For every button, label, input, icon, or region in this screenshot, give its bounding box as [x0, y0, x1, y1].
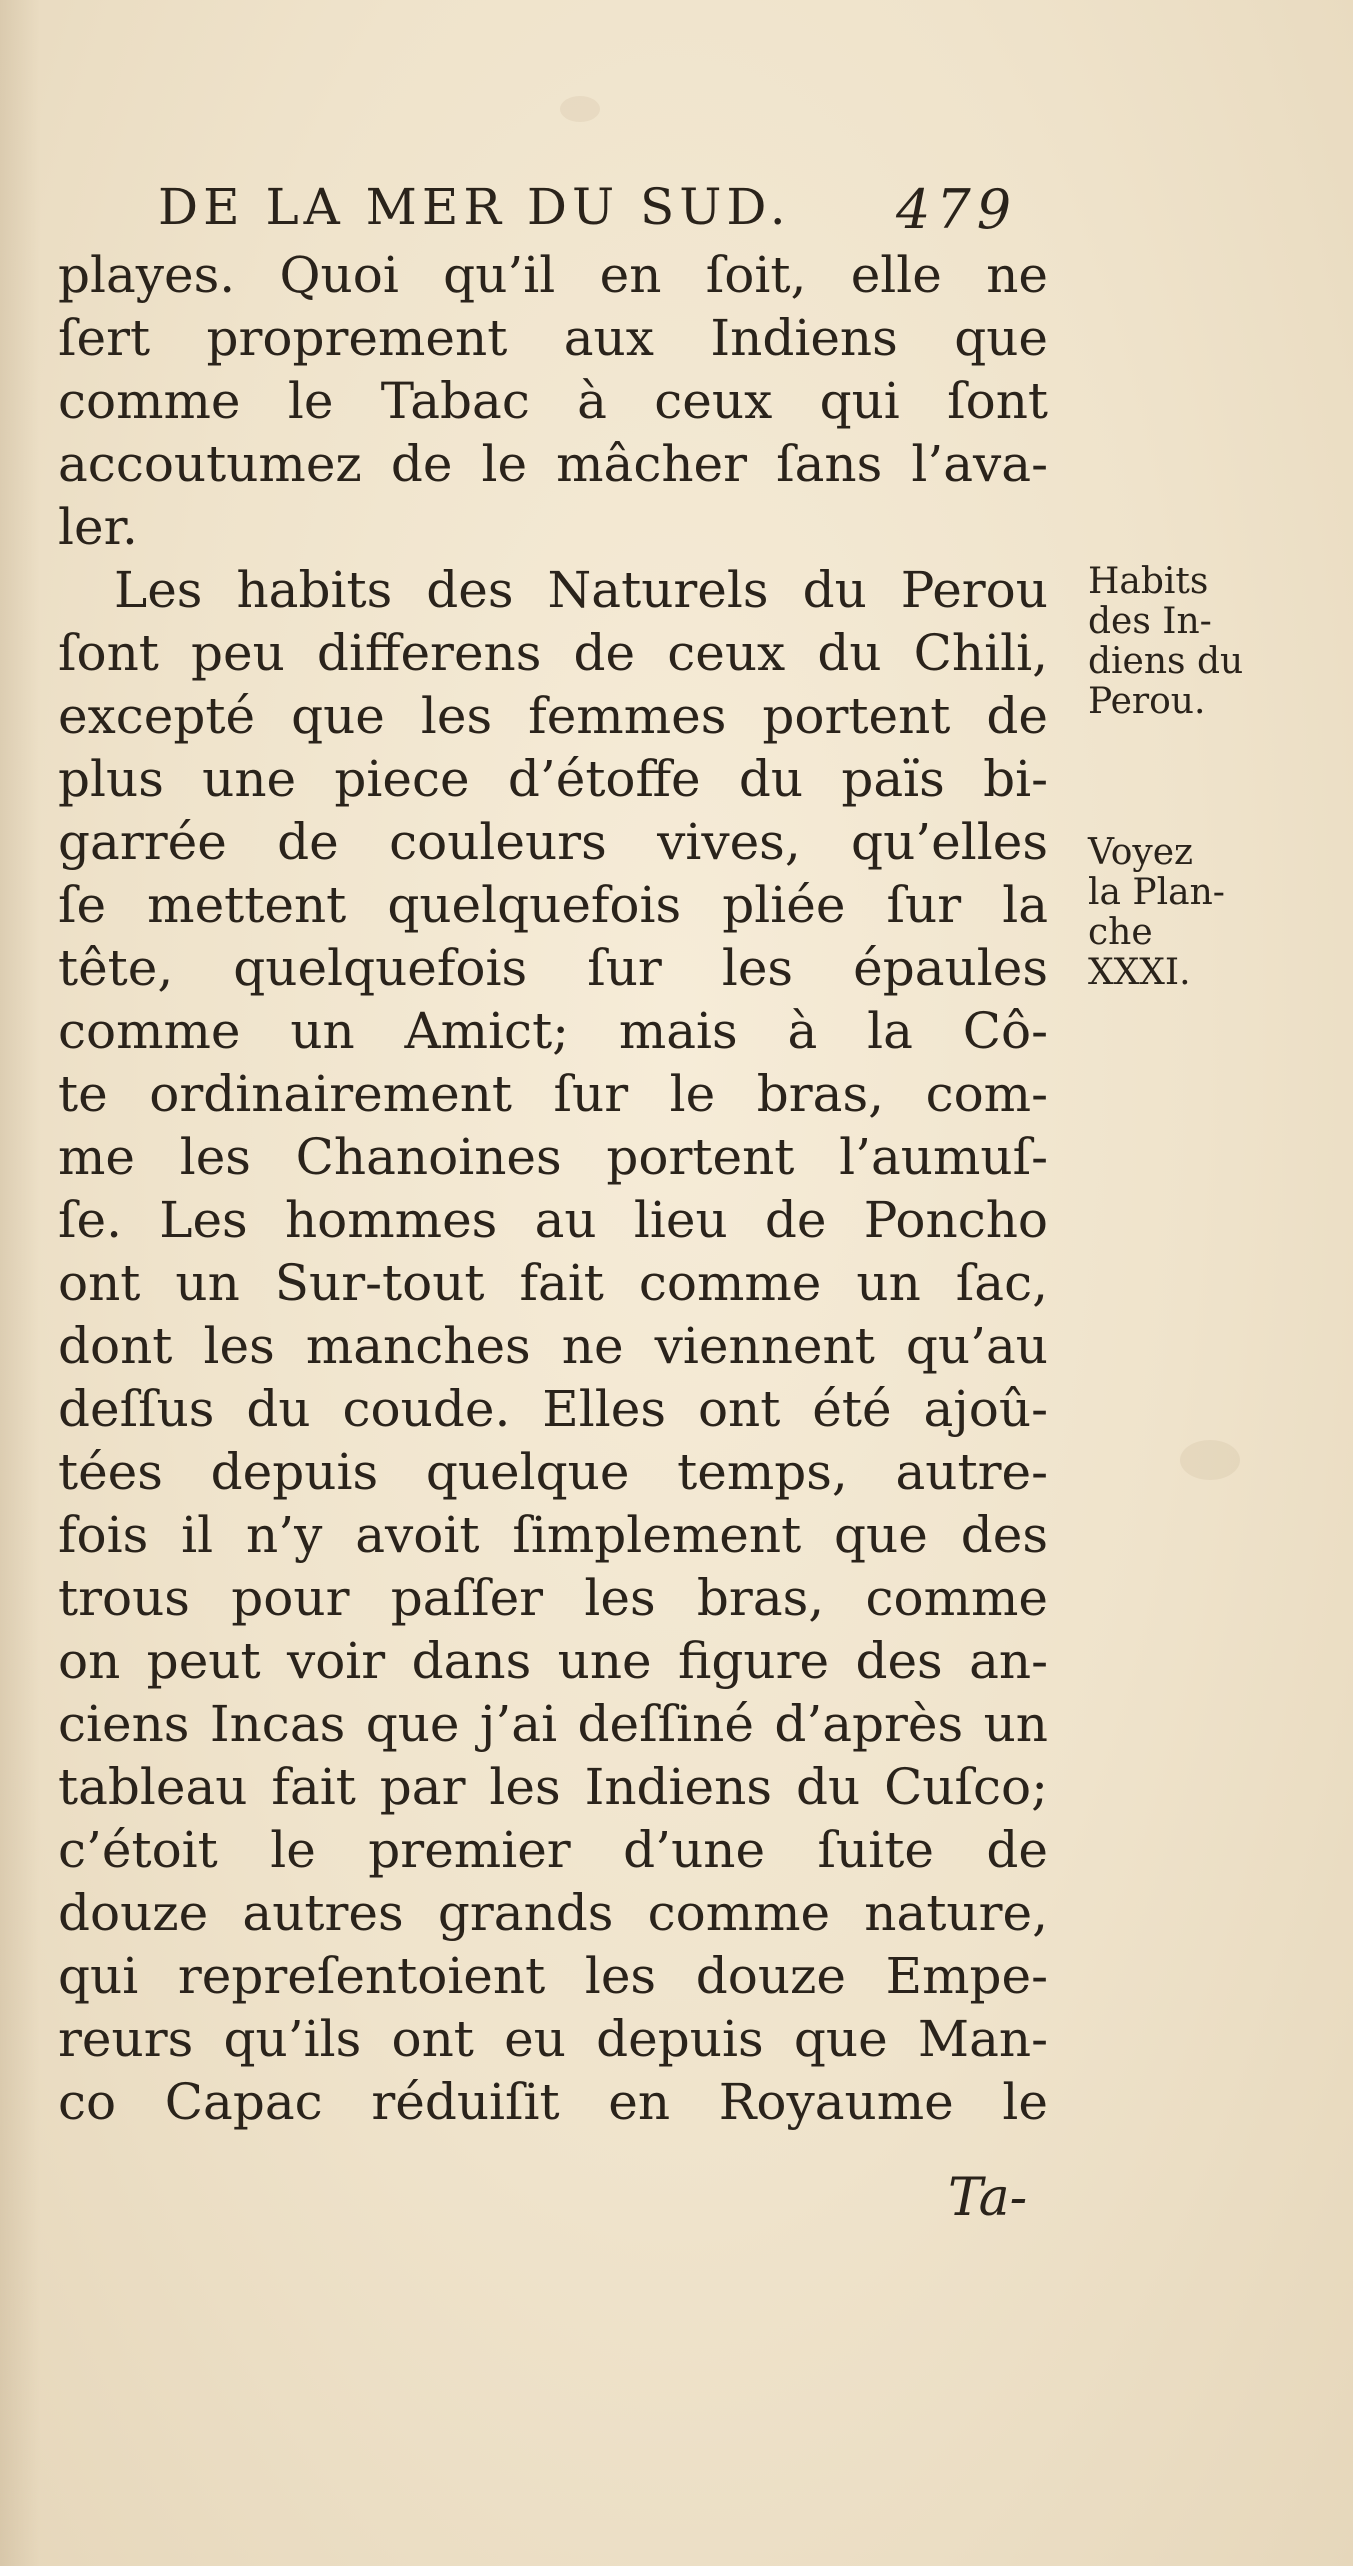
page-number: 479 [896, 178, 1018, 241]
text-line: trous pour paſſer les bras, comme [58, 1569, 1048, 1627]
text-line: deſſus du coude. Elles ont été ajoû- [58, 1380, 1048, 1438]
text-line: ont un Sur-tout fait comme un ſac, [58, 1254, 1048, 1312]
text-line: qui repreſentoient les douze Empe- [58, 1947, 1048, 2005]
margin-note-voyez [1088, 833, 1225, 993]
text-line: tableau fait par les Indiens du Cuſco; [58, 1758, 1048, 1816]
text-line: te ordinairement ſur le bras, com- [58, 1065, 1048, 1123]
running-header [158, 178, 1038, 248]
paper-stain [1180, 1440, 1240, 1480]
text-line: playes. Quoi qu’il en ſoit, elle ne [58, 246, 1048, 304]
text-line: comme le Tabac à ceux qui ſont [58, 372, 1048, 430]
text-line: dont les manches ne viennent qu’au [58, 1317, 1048, 1375]
text-line: c’étoit le premier d’une ſuite de [58, 1821, 1048, 1879]
text-line: excepté que les femmes portent de [58, 687, 1048, 745]
text-line: co Capac réduiſit en Royaume le [58, 2073, 1048, 2131]
text-line: ler. [58, 498, 138, 556]
catchword: Ta- [948, 2168, 1028, 2228]
text-line: comme un Amict; mais à la Cô- [58, 1002, 1048, 1060]
text-line: ſe mettent quelquefois pliée ſur la [58, 876, 1048, 934]
text-line: ſe. Les hommes au lieu de Poncho [58, 1191, 1048, 1249]
text-line: ciens Incas que j’ai deſſiné d’après un [58, 1695, 1048, 1753]
text-line: garrée de couleurs vives, qu’elles [58, 813, 1048, 871]
text-line: tées depuis quelque temps, autre- [58, 1443, 1048, 1501]
margin-note-line: Habits [1088, 561, 1209, 602]
text-line: tête, quelquefois ſur les épaules [58, 939, 1048, 997]
running-title: DE LA MER DU SUD. [158, 178, 791, 236]
text-line: ſont peu differens de ceux du Chili, [58, 624, 1048, 682]
margin-note-line: diens du [1088, 641, 1244, 682]
margin-note-line: Voyez [1088, 832, 1193, 873]
text-line: fois il n’y avoit ſimplement que des [58, 1506, 1048, 1564]
text-line: me les Chanoines portent l’aumuſ- [58, 1128, 1048, 1186]
margin-note-line: XXXI. [1088, 952, 1191, 993]
text-line: plus une piece d’étoffe du païs bi- [58, 750, 1048, 808]
margin-note-habits [1088, 562, 1243, 722]
text-line: douze autres grands comme nature, [58, 1884, 1048, 1942]
text-line: accoutumez de le mâcher ſans l’ava- [58, 435, 1048, 493]
page-gutter-shadow [0, 0, 40, 2566]
text-line: on peut voir dans une figure des an- [58, 1632, 1048, 1690]
text-line: Les habits des Naturels du Perou [114, 561, 1048, 619]
margin-note-line: des In- [1088, 601, 1212, 642]
margin-note-line: Perou. [1088, 681, 1206, 722]
margin-note-line: che [1088, 912, 1153, 953]
body-text [58, 244, 1048, 2134]
margin-note-line: la Plan- [1088, 872, 1225, 913]
paper-stain [560, 96, 600, 122]
text-line: reurs qu’ils ont eu depuis que Man- [58, 2010, 1048, 2068]
text-line: ſert proprement aux Indiens que [58, 309, 1048, 367]
